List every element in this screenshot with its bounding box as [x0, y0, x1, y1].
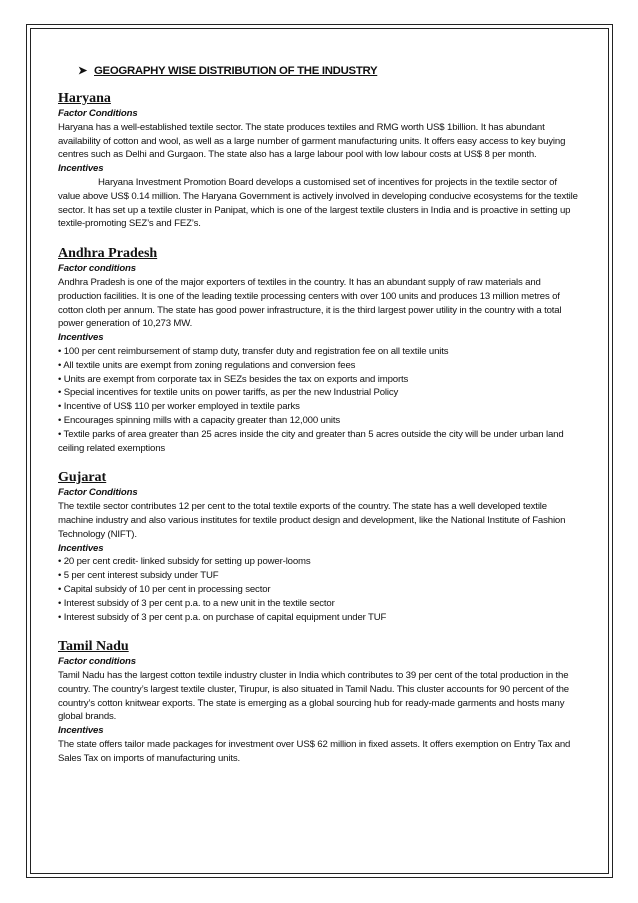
- list-item: • 20 per cent credit- linked subsidy for setting up power-looms: [58, 556, 311, 568]
- arrow-bullet-icon: ➤: [78, 65, 87, 77]
- document-body: [58, 64, 578, 766]
- list-item: • Capital subsidy of 10 per cent in processing sector: [58, 583, 271, 595]
- list-item: • Interest subsidy of 3 per cent p.a. on purchase of capital equipment under TUF: [58, 611, 387, 623]
- list-item: • Incentive of US$ 110 per worker employed in textile parks: [58, 401, 300, 413]
- section-title: Gujarat: [58, 470, 107, 486]
- list-item: • Encourages spinning mills with a capacity greater than 12,000 units: [58, 414, 341, 426]
- factor-text: Haryana has a well-established textile sector. The state produces textiles and RMG worth US$ 1billion. It has abundant availability of cotton and wool, as well as a large number of garment manufacturing units. It offers easy access to key buying centres such as Delhi and Gurgaon. The state also has a large labour pool with low labour costs at US$ 8 per month.: [58, 121, 566, 161]
- heading-text: GEOGRAPHY WISE DISTRIBUTION OF THE INDUSTRY: [94, 65, 378, 77]
- factor-label: Factor conditions: [58, 656, 136, 668]
- incentives-label: Incentives: [58, 725, 104, 737]
- incentives-list: [58, 555, 578, 624]
- section-tamil-nadu: [58, 638, 578, 765]
- list-item: • Units are exempt from corporate tax in SEZs besides the tax on exports and imports: [58, 373, 409, 385]
- list-item: • Textile parks of area greater than 25 acres inside the city and greater than 5 acres outside the city will be under urban land ceiling related exemptions: [58, 428, 564, 454]
- incentives-label: Incentives: [58, 163, 104, 175]
- list-item: • Special incentives for textile units on power tariffs, as per the new Industrial Policy: [58, 387, 399, 399]
- incentives-text: The state offers tailor made packages for investment over US$ 62 million in fixed assets. It offers exemption on Entry Tax and Sales Tax on imports of manufacturing units.: [58, 739, 571, 764]
- factor-text: Tamil Nadu has the largest cotton textile industry cluster in India which contributes to 39 per cent of the total production in the country. The country’s largest textile cluster, Tirupur, is also situated in Tamil Nadu. This cluster accounts for 90 percent of the country’s cotton knitwear exports. The state is emerging as a global sourcing hub for ready-made garments and hosts many global brands.: [58, 670, 569, 723]
- factor-label: Factor Conditions: [58, 487, 138, 499]
- list-item: • All textile units are exempt from zoning regulations and conversion fees: [58, 359, 356, 371]
- factor-text: The textile sector contributes 12 per cent to the total textile exports of the country. The state has a well developed textile machine industry and also various institutes for textile product design and development, like the National Institute of Fashion Technology (NIFT).: [58, 501, 566, 540]
- section-andhra-pradesh: [58, 245, 578, 455]
- incentives-text: Haryana Investment Promotion Board develops a customised set of incentives for projects in the textile sector of value above US$ 0.14 million. The Haryana Government is actively involved in developing conducive ecosystems for the textile sector. It has set up a textile cluster in Panipat, which is one of the largest textile clusters in India and is proactive in setting up textile-promoting SEZ’s and FEZ’s.: [58, 176, 578, 230]
- incentives-list: [58, 345, 578, 455]
- main-heading: [78, 64, 578, 78]
- incentives-label: Incentives: [58, 542, 104, 554]
- list-item: • Interest subsidy of 3 per cent p.a. to a new unit in the textile sector: [58, 597, 335, 609]
- section-gujarat: [58, 469, 578, 624]
- factor-label: Factor conditions: [58, 263, 136, 275]
- section-title: Tamil Nadu: [58, 639, 129, 655]
- factor-label: Factor Conditions: [58, 108, 138, 119]
- section-title: Andhra Pradesh: [58, 246, 158, 262]
- incentives-label: Incentives: [58, 332, 104, 344]
- section-haryana: [58, 90, 578, 231]
- list-item: • 100 per cent reimbursement of stamp duty, transfer duty and registration fee on all textile units: [58, 345, 449, 357]
- factor-text: Andhra Pradesh is one of the major exporters of textiles in the country. It has an abundant supply of raw materials and production facilities. It is one of the leading textile processing centers with over 100 units and produces 13 million metres of cotton cloth per annum. The state has good power infrastructure, it is the third largest power utility in the country with a total power generation of 10,273 MW.: [58, 276, 562, 330]
- list-item: • 5 per cent interest subsidy under TUF: [58, 570, 219, 582]
- section-title: Haryana: [58, 91, 111, 106]
